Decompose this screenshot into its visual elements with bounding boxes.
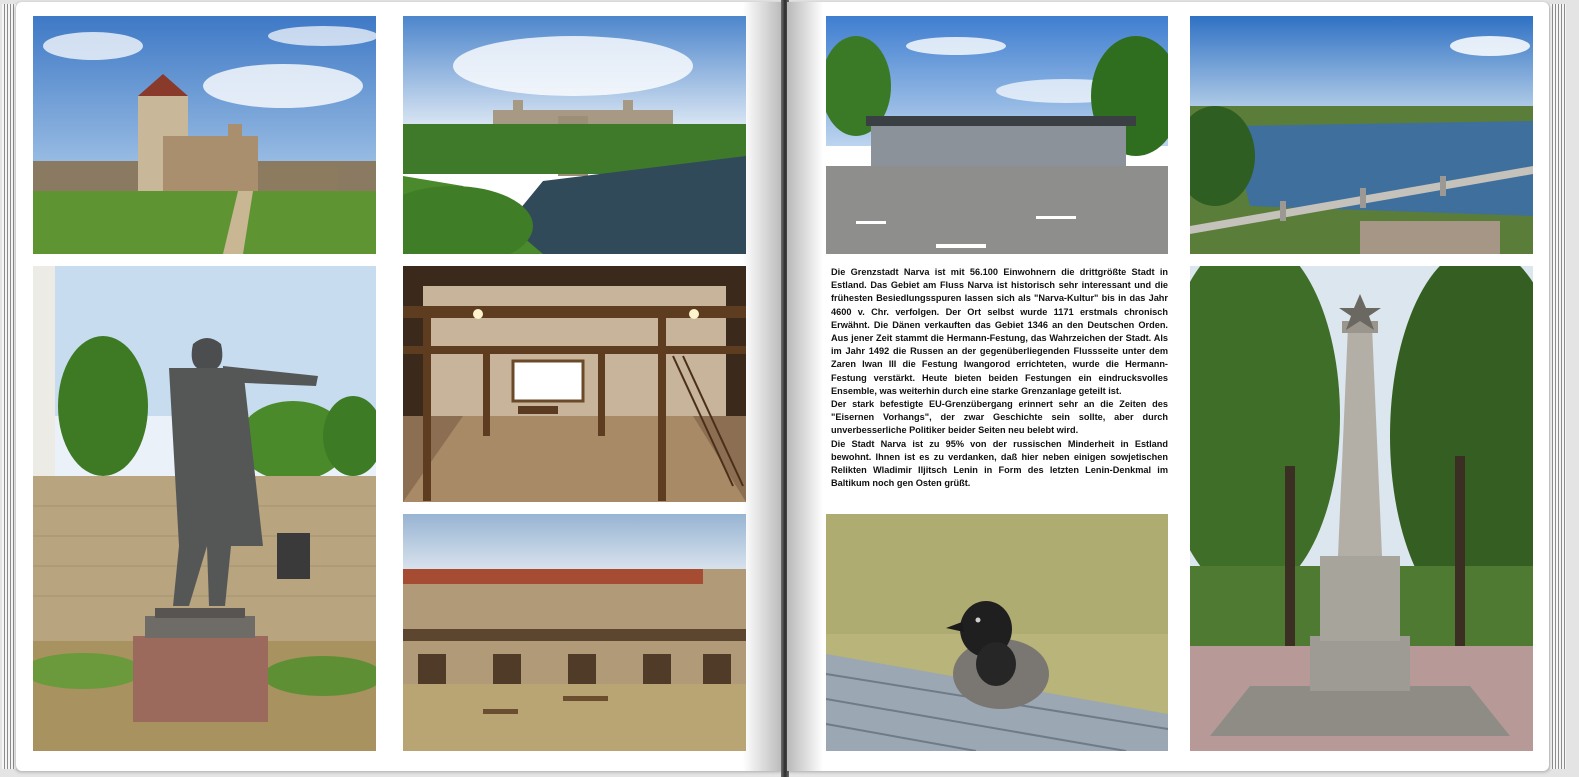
article-paragraph-1: Die Grenzstadt Narva ist mit 56.100 Einwohnern die drittgrößte Stadt in Estland. Das Gebiet am Fluss Narva ist historisch sehr interessant und die frühesten Besiedlungsspuren lassen sich als "Narva-Kultur" bis in das Jahr 4600 v. Chr. verfolgen. Der Ort selbst wurde 1171 erstmals chronisch Erwähnt. Die Dänen verkauften das Gebiet 1346 an den Deutschen Orden. Aus jener Zeit stammt die Hermann-Festung, das Wahrzeichen der Stadt. Als im Jahr 1492 die Russen an der gegenüberliegenden Flussseite unter dem Zaren Iwan III die Festung Iwangorod errichteten, wurde die Hermann-Festung verstärkt. Heute bieten beiden Festungen ein eindrucksvolles Ensemble, was weiterhin durch eine starke Grenzanlage geteilt ist. <box>831 267 1168 396</box>
castle-interior-photo <box>403 266 746 502</box>
article-text <box>831 266 1168 490</box>
article-paragraph-2: Der stark befestigte EU-Grenzübergang erinnert sehr an die Zeiten des "Eisernen Vorhangs", der zwar Geschichte sein sollte, aber durch unverbesserliche Politiker beider Seiten neu belebt wird. <box>831 399 1168 436</box>
monument-obelisk-photo <box>1190 266 1533 751</box>
fortress-courtyard-photo <box>403 514 746 751</box>
left-page-edges <box>2 4 16 769</box>
lenin-statue-photo <box>33 266 376 751</box>
border-crossing-photo <box>826 16 1168 254</box>
right-page-edges <box>1550 4 1566 769</box>
crow-bench-photo <box>826 514 1168 751</box>
river-bridge-photo <box>1190 16 1533 254</box>
hermann-castle-photo <box>33 16 376 254</box>
article-paragraph-3: Die Stadt Narva ist zu 95% von der russischen Minderheit in Estland bewohnt. Ihnen ist es zu verdanken, daß hier neben einigen sowjetischen Relikten Wladimir Iljitsch Lenin in Form des letzten Lenin-Denkmal im Baltikum noch gen Osten grüßt. <box>831 438 1168 489</box>
fortress-river-photo <box>403 16 746 254</box>
